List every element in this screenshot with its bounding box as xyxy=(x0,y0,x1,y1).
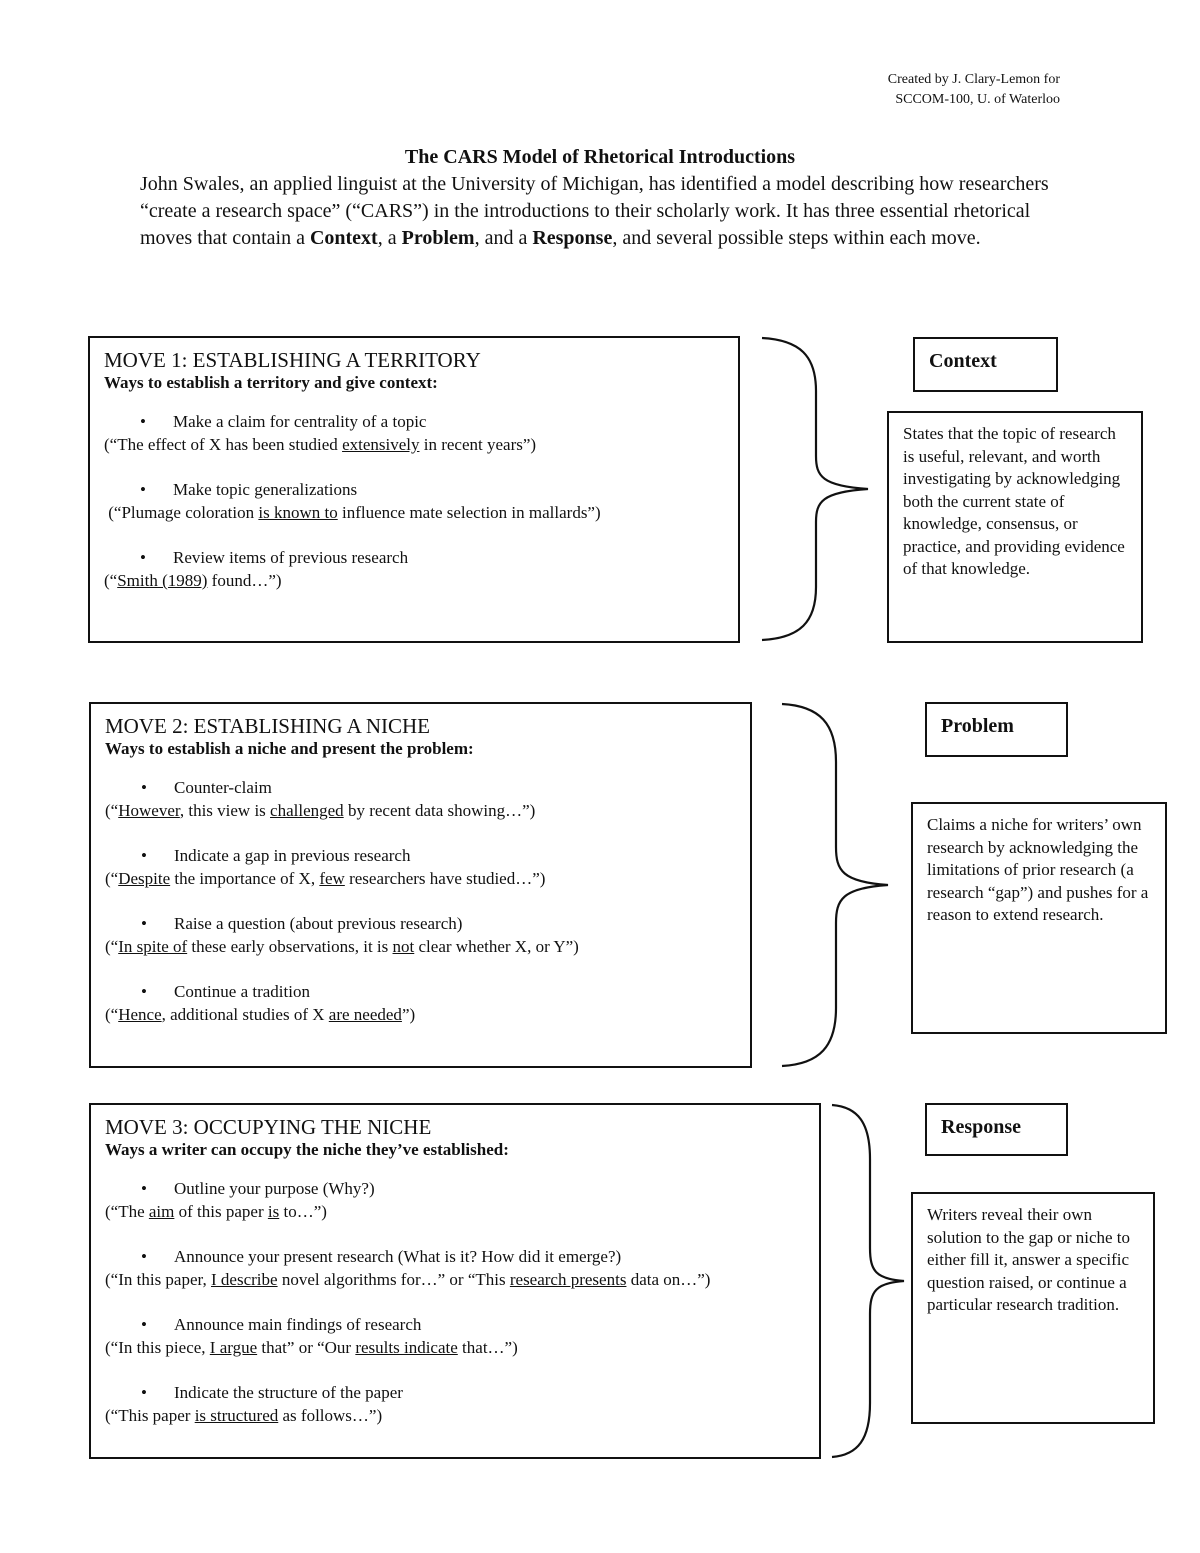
bullet-icon: • xyxy=(141,914,147,933)
example-text: by recent data showing…”) xyxy=(343,801,536,820)
bullet-icon: • xyxy=(141,1247,147,1266)
example-text: (“ xyxy=(105,801,119,820)
move-3-step-1 xyxy=(105,1177,805,1223)
brace-shape xyxy=(762,338,868,640)
example-key-phrase: is structured xyxy=(194,1406,279,1425)
step-label: Announce main findings of research xyxy=(174,1315,422,1334)
example-text: of this paper xyxy=(174,1202,268,1221)
move-1-step-3 xyxy=(104,546,724,592)
intro-problem-term: Problem xyxy=(401,227,475,249)
step-example xyxy=(105,867,736,890)
move-3-step-3 xyxy=(105,1313,805,1359)
example-key-phrase: I describe xyxy=(211,1270,278,1289)
bullet-icon: • xyxy=(141,778,147,797)
bullet-icon: • xyxy=(141,1315,147,1334)
example-text: as follows…”) xyxy=(278,1406,383,1425)
example-text: (“In this piece, xyxy=(105,1338,210,1357)
intro-sep-2: , and a xyxy=(474,227,533,249)
example-text: these early observations, it is xyxy=(187,937,393,956)
example-key-phrase: In spite of xyxy=(118,937,188,956)
example-key-phrase: I argue xyxy=(209,1338,258,1357)
intro-paragraph xyxy=(140,171,1080,252)
move-3-step-2 xyxy=(105,1245,805,1291)
bullet-icon: • xyxy=(140,412,146,431)
step-label: Outline your purpose (Why?) xyxy=(174,1179,375,1198)
intro-text-1: John Swales, an applied linguist at the University of Michigan, has identified a model describing how researchers “create a research space” (“CARS”) in the introductions to their scholarly work. It has three essential rhetorical moves that contain a xyxy=(140,173,1049,249)
step-label: Counter-claim xyxy=(174,778,272,797)
example-text: (“The effect of X has been studied xyxy=(104,435,343,454)
problem-description: Claims a niche for writers’ own research by acknowledging the limitations of prior research (a research “gap”) and pushes for a reason to extend research. xyxy=(927,815,1149,924)
example-key-phrase: results indicate xyxy=(355,1338,458,1357)
context-description-box xyxy=(887,411,1143,643)
step-label: Announce your present research (What is it? How did it emerge?) xyxy=(174,1247,622,1266)
response-description-box xyxy=(911,1192,1155,1424)
bullet-icon: • xyxy=(141,1383,147,1402)
bullet-icon: • xyxy=(140,548,146,567)
example-text: influence mate selection in mallards”) xyxy=(337,503,601,522)
example-text: , additional studies of X xyxy=(161,1005,329,1024)
move-2-title: MOVE 2: ESTABLISHING A NICHE xyxy=(105,714,430,738)
step-example xyxy=(104,569,724,592)
credit-line-1: Created by J. Clary-Lemon for xyxy=(887,72,1060,87)
example-text: (“ xyxy=(104,571,118,590)
intro-sep-1: , a xyxy=(377,227,402,249)
step-example xyxy=(105,1404,805,1427)
example-key-phrase: few xyxy=(319,869,345,888)
example-text: in recent years”) xyxy=(419,435,537,454)
credit-note xyxy=(846,70,1060,110)
example-text: (“ xyxy=(105,869,119,888)
example-key-phrase: extensively xyxy=(342,435,420,454)
step-label: Indicate a gap in previous research xyxy=(174,846,411,865)
move-2-box xyxy=(89,702,752,1068)
example-key-phrase: challenged xyxy=(270,801,344,820)
response-label-box xyxy=(925,1103,1068,1156)
step-example xyxy=(105,1336,805,1359)
move-2-step-3 xyxy=(105,912,736,958)
bullet-icon: • xyxy=(141,846,147,865)
move-3-box xyxy=(89,1103,821,1459)
example-text: (“This paper xyxy=(105,1406,195,1425)
example-text: that…”) xyxy=(457,1338,518,1357)
move-1-subtitle: Ways to establish a territory and give context: xyxy=(104,373,438,392)
response-description: Writers reveal their own solution to the gap or niche to either fill it, answer a specific question raised, or continue a particular research tradition. xyxy=(927,1205,1131,1314)
example-text: (“In this paper, xyxy=(105,1270,212,1289)
example-text: (“Plumage coloration xyxy=(104,503,259,522)
page-title: The CARS Model of Rhetorical Introductions xyxy=(404,146,796,168)
context-label: Context xyxy=(929,350,997,372)
example-text: , this view is xyxy=(179,801,271,820)
example-text: clear whether X, or Y”) xyxy=(414,937,579,956)
step-label: Make a claim for centrality of a topic xyxy=(173,412,427,431)
brace-shape xyxy=(832,1105,904,1457)
move-3-subtitle: Ways a writer can occupy the niche they’ve established: xyxy=(105,1140,509,1159)
example-text: (“The xyxy=(105,1202,149,1221)
example-key-phrase: are needed xyxy=(328,1005,402,1024)
problem-description-box xyxy=(911,802,1167,1034)
example-text: the importance of X, xyxy=(170,869,320,888)
context-label-box xyxy=(913,337,1058,392)
bullet-icon: • xyxy=(141,982,147,1001)
step-example xyxy=(105,1268,805,1291)
move-3-brace xyxy=(830,1103,920,1463)
example-key-phrase: is xyxy=(267,1202,280,1221)
step-example xyxy=(104,501,724,524)
move-2-step-4 xyxy=(105,980,736,1026)
context-description: States that the topic of research is useful, relevant, and worth investigating by acknowledging both the current state of knowledge, consensus, or practice, and providing evidence of that knowledge. xyxy=(903,424,1125,578)
step-example xyxy=(105,1200,805,1223)
example-text: ”) xyxy=(401,1005,416,1024)
step-example xyxy=(104,433,724,456)
problem-label-box xyxy=(925,702,1068,757)
step-label: Indicate the structure of the paper xyxy=(174,1383,403,1402)
step-label: Make topic generalizations xyxy=(173,480,358,499)
bullet-icon: • xyxy=(140,480,146,499)
step-label: Continue a tradition xyxy=(174,982,310,1001)
step-label: Review items of previous research xyxy=(173,548,409,567)
intro-response-term: Response xyxy=(532,227,613,249)
example-text: (“ xyxy=(105,1005,119,1024)
step-example xyxy=(105,1003,736,1026)
example-text: to…”) xyxy=(279,1202,327,1221)
intro-text-2: , and several possible steps within each move. xyxy=(612,227,981,249)
response-label: Response xyxy=(941,1116,1022,1138)
example-key-phrase: Smith (1989) xyxy=(117,571,208,590)
step-example xyxy=(105,935,736,958)
example-text: data on…”) xyxy=(626,1270,711,1289)
example-key-phrase: research presents xyxy=(509,1270,627,1289)
example-text: (“ xyxy=(105,937,119,956)
move-1-title: MOVE 1: ESTABLISHING A TERRITORY xyxy=(104,348,481,372)
example-key-phrase: is known to xyxy=(258,503,338,522)
move-2-brace xyxy=(780,702,900,1072)
move-1-brace xyxy=(760,336,880,646)
example-text: novel algorithms for…” or “This xyxy=(277,1270,510,1289)
example-key-phrase: However xyxy=(118,801,180,820)
step-label: Raise a question (about previous research) xyxy=(174,914,463,933)
problem-label: Problem xyxy=(941,715,1014,737)
move-2-step-2 xyxy=(105,844,736,890)
example-key-phrase: aim xyxy=(148,1202,175,1221)
example-key-phrase: Hence xyxy=(118,1005,162,1024)
example-text: found…”) xyxy=(207,571,282,590)
example-text: that” or “Our xyxy=(257,1338,356,1357)
example-key-phrase: Despite xyxy=(118,869,171,888)
move-2-step-1 xyxy=(105,776,736,822)
move-1-step-2 xyxy=(104,478,724,524)
example-text: researchers have studied…”) xyxy=(344,869,546,888)
brace-shape xyxy=(782,704,888,1066)
bullet-icon: • xyxy=(141,1179,147,1198)
intro-context-term: Context xyxy=(309,227,378,249)
step-example xyxy=(105,799,736,822)
credit-line-2: SCCOM-100, U. of Waterloo xyxy=(895,92,1060,107)
move-3-title: MOVE 3: OCCUPYING THE NICHE xyxy=(105,1115,432,1139)
move-2-subtitle: Ways to establish a niche and present the problem: xyxy=(105,739,474,758)
move-1-step-1 xyxy=(104,410,724,456)
move-3-step-4 xyxy=(105,1381,805,1427)
move-1-box xyxy=(88,336,740,643)
example-key-phrase: not xyxy=(392,937,415,956)
